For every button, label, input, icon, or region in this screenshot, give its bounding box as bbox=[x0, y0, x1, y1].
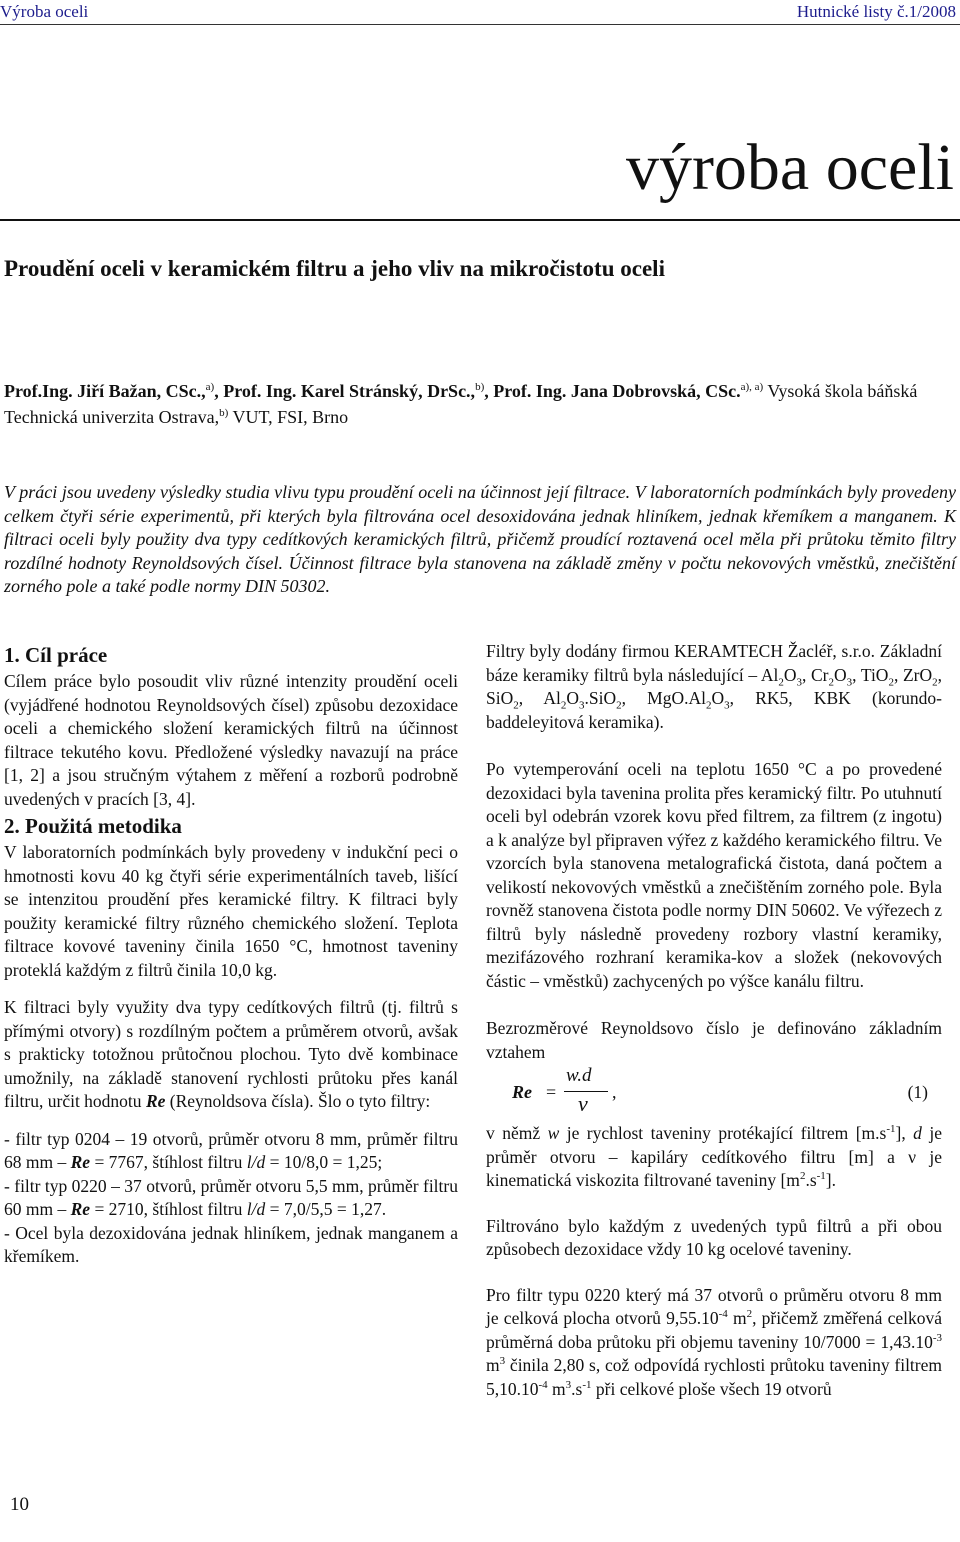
author-2: , Prof. Ing. Karel Stránský, DrSc., bbox=[214, 381, 476, 401]
article-title: Proudění oceli v keramickém filtru a jeho vliv na mikročistotu oceli bbox=[4, 256, 665, 281]
page-number: 10 bbox=[10, 1494, 29, 1515]
slenderness-symbol: l/d bbox=[246, 1199, 266, 1219]
list-item-text: - filtr typ 0204 – 19 otvorů, průměr otvoru 8 mm, průměr filtru 68 mm – bbox=[4, 1128, 458, 1172]
header-left: Výroba oceli bbox=[0, 2, 89, 21]
author-3-sup: a), a) bbox=[740, 381, 764, 393]
reynolds-symbol: Re bbox=[70, 1199, 91, 1219]
equation-lhs: Re bbox=[512, 1082, 532, 1102]
header-right: Hutnické listy č.1/2008 bbox=[796, 2, 956, 21]
author-1: Prof.Ing. Jiří Bažan, CSc., bbox=[4, 381, 206, 401]
equation-comma: , bbox=[612, 1082, 617, 1102]
right-column bbox=[486, 640, 942, 1401]
paragraph-filtry-b: (Reynoldsova čísla). Šlo o tyto filtry: bbox=[165, 1091, 431, 1111]
paragraph-variables: v němž w je rychlost taveniny protékající filtrem $[m.s^{-1}]$, d je průměr otvoru – kapiláry cedítkového filtru [m] a ν je kinematická viskozita filtrované taveniny $[m^2.s^{-1}]$. bbox=[486, 1123, 943, 1190]
affiliation-1: Vysoká škola báňská Technická univerzita Ostrava, bbox=[4, 381, 918, 427]
paragraph-reynolds-def: Bezrozměrové Reynoldsovo číslo je definováno základním vztahem bbox=[486, 1018, 942, 1062]
reynolds-symbol: Re bbox=[70, 1152, 91, 1172]
author-2-sup: b) bbox=[475, 381, 485, 393]
author-3: , Prof. Ing. Jana Dobrovská, CSc. bbox=[484, 381, 741, 401]
list-item-text: = 7767, štíhlost filtru bbox=[90, 1152, 247, 1172]
paragraph-filtr-0220: Pro filtr typu 0220 který má 37 otvorů o průměru otvoru 8 mm je celková plocha otvorů $9,55.10^{-4}$ $m^2$, přičemž změřená celková průměrná doba průtoku při objemu taveniny $10/7000 = 1,43.10^{-3}$ $m^3$ činila 2,80 s, což odpovídá rychlosti průtoku taveniny filtrem $5,10.10^{-4}$ $m^3.s^{-1}$ při celkové ploše všech 19 otvorů bbox=[486, 1284, 942, 1399]
list-item-text: = 10/8,0 = 1,25; bbox=[265, 1152, 383, 1172]
equation-denominator: ν bbox=[578, 1091, 588, 1116]
running-header bbox=[0, 2, 960, 24]
affiliation-2: VUT, FSI, Brno bbox=[228, 407, 349, 427]
abstract bbox=[4, 481, 956, 599]
paragraph-metodika: V laboratorních podmínkách byly provedeny v indukční peci o hmotnosti kovu 40 kg čtyři série experimentálních taveb, lišící se intenzitou proudění přes keramické filtry. K filtraci byly použity keramické filtry různého chemického složení. Teplota filtrace kovové taveniny činila 1650 °C, hmotnost taveniny proteklá každým z filtrů činila 10,0 kg. bbox=[4, 842, 458, 980]
paragraph-keramtech: Filtry byly dodány firmou KERAMTECH Žacléř, s.r.o. Základní báze keramiky filtrů byla následující – $Al_2O_3$, $Cr_2O_3$, TiO$_2$, ZrO$_2$, SiO$_2$, $Al_2O_3.SiO_2$, $MgO.Al_2O_3$, RK5, KBK (korundo-baddeleyitová keramika). bbox=[486, 641, 943, 732]
abstract-text: V práci jsou uvedeny výsledky studia vlivu typu proudění oceli na účinnost její filtrace. V laboratorních podmínkách byly provedeny celkem čtyři série experimentů, při kterých byla filtrována ocel desoxidována jednak hliníkem, jednak křemíkem a manganem. K filtraci oceli byly použity dva typy cedítkových keramických filtrů, přičemž proudící roztavená ocel měla při průtoku těmito filtry rozdílné hodnoty Reynoldsových čísel. Účinnost filtrace byla stanovena na základě změny v počtu nekovových vměstků, znečištění zorného pole a také podle normy DIN 50302. bbox=[4, 482, 956, 596]
author-1-sup: a) bbox=[205, 381, 215, 393]
heading-cil-prace: 1. Cíl práce bbox=[4, 643, 108, 667]
equation-numerator: w.d bbox=[566, 1065, 592, 1086]
paragraph-vytemperovani: Po vytemperování oceli na teplotu 1650 °C a po provedené dezoxidaci byla tavenina prolita přes keramický filtr. Po utuhnutí oceli byl odebrán vzorek kovu před filtrem, za filtrem (z ingotu) a k analýze byl připraven výřez z každého keramického filtru. Ve vzorcích byla stanovena metalografická čistota, daná počtem a velikostí nekovových vměstků a znečištěním zorného pole. Byla rovněž stanovena čistota podle normy DIN 50602. Ve výřezech z filtrů byly následně provedeny rozbory vlastní keramiky, mezifázového rozhraní keramika-kov a složek (nekovových částic – vměstků) zachycených po výšce kanálu filtru. bbox=[486, 759, 942, 991]
paragraph-filtry bbox=[4, 996, 458, 1114]
list-item-filter-0220 bbox=[4, 1175, 458, 1222]
affiliation-sup: b) bbox=[219, 407, 229, 419]
list-item-text: - filtr typ 0220 – 37 otvorů, průměr otvoru 5,5 mm, průměr filtru 60 mm – bbox=[4, 1175, 458, 1219]
equation-equals: = bbox=[546, 1082, 557, 1102]
authors-block bbox=[4, 378, 954, 430]
header-rule bbox=[0, 24, 960, 25]
heading-metodika: 2. Použitá metodika bbox=[4, 814, 182, 838]
equation-number: (1) bbox=[907, 1082, 928, 1102]
equation-1 bbox=[486, 1064, 942, 1122]
paragraph-cil: Cílem práce bylo posoudit vliv různé intenzity proudění oceli (vyjádřené hodnotou Reynoldsových čísel) způsobu dezoxidace oceli a chemického složení keramických filtrů na účinnost filtrace tekutého kovu. Předložené výsledky navazují na práce [1, 2] a jsou stručným výtahem z měření a rozborů podrobně uvedených v pracích [3, 4]. bbox=[4, 671, 458, 809]
section-rule bbox=[0, 219, 960, 221]
slenderness-symbol: l/d bbox=[246, 1152, 266, 1172]
left-column bbox=[4, 640, 458, 1269]
reynolds-symbol: Re bbox=[145, 1091, 166, 1111]
paragraph-filtrovano: Filtrováno bylo každým z uvedených typů filtrů a při obou způsobech dezoxidace vždy 10 kg ocelové taveniny. bbox=[486, 1215, 942, 1259]
list-item-filter-0204 bbox=[4, 1128, 458, 1175]
list-item-text: = 2710, štíhlost filtru bbox=[90, 1199, 247, 1219]
list-item-text: = 7,0/5,5 = 1,27. bbox=[265, 1199, 387, 1219]
list-item-deoxidation: - Ocel byla dezoxidována jednak hliníkem, jednak manganem a křemíkem. bbox=[4, 1222, 458, 1266]
paragraph-filtry-a: K filtraci byly využity dva typy cedítkových filtrů (tj. filtrů s přímými otvory) s rozdílným počtem a průměrem otvorů, avšak s prakticky totožnou průtočnou plochou. Tyto dvě kombinace umožnily, na základě stanovení rychlosti průtoku přes kanál filtru, určit hodnotu bbox=[4, 997, 458, 1111]
section-heading: výroba oceli bbox=[625, 131, 954, 204]
